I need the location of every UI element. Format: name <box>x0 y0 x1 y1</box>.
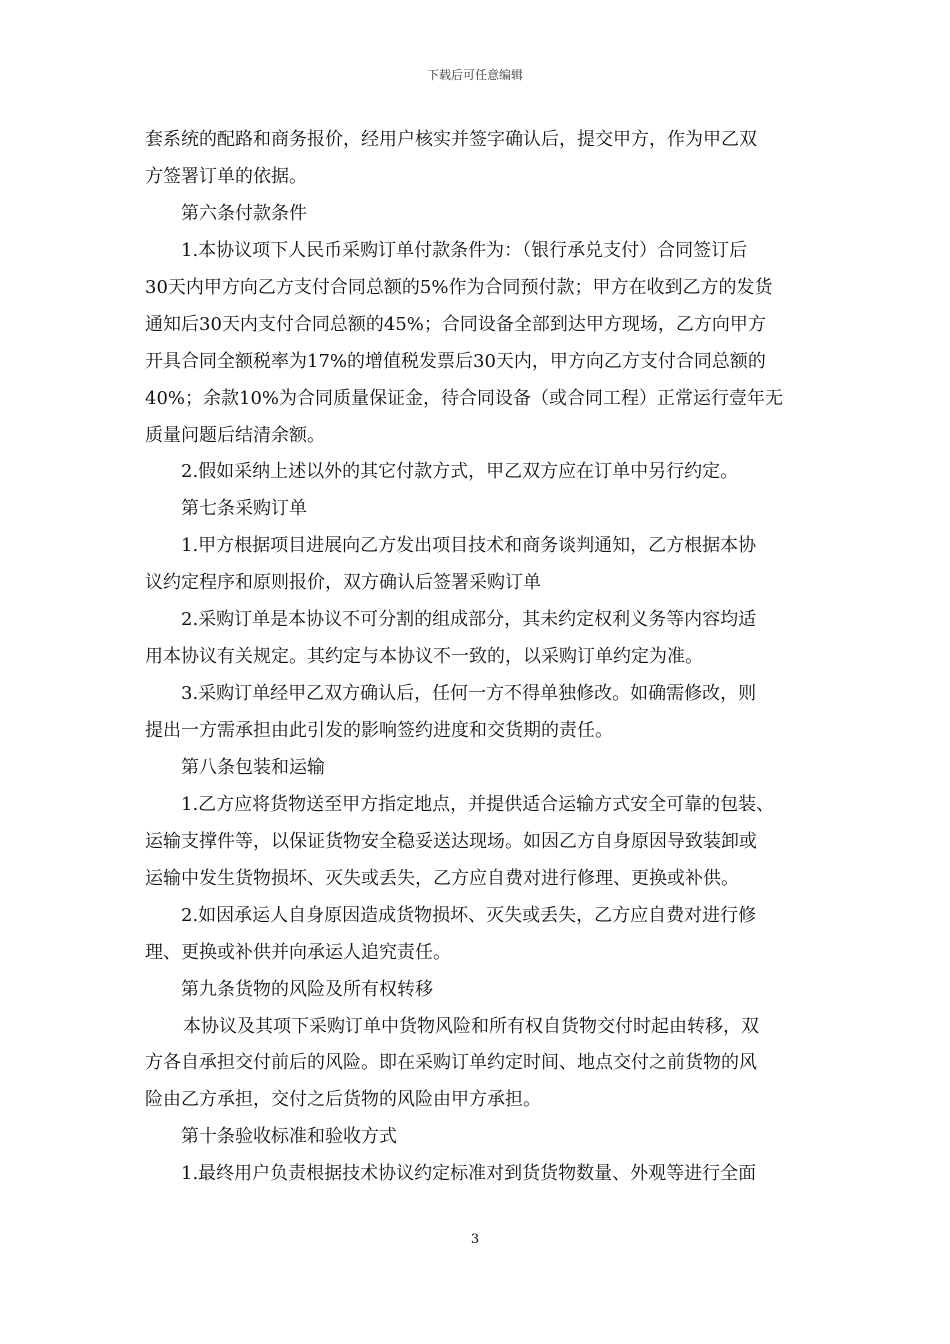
text-line: 方各自承担交付前后的风险。即在采购订单约定时间、地点交付之前货物的风 <box>145 1052 757 1074</box>
text-line: 议约定程序和原则报价，双方确认后签署采购订单 <box>145 572 541 594</box>
section-heading: 第十条验收标准和验收方式 <box>181 1126 397 1148</box>
text-line: 开具合同全额税率为17%的增值税发票后30天内，甲方向乙方支付合同总额的 <box>145 350 766 372</box>
text-line: 理、更换或补供并向承运人追究责任。 <box>145 941 451 963</box>
section-heading: 第八条包装和运输 <box>181 756 325 778</box>
document-body <box>145 122 810 1193</box>
text-line: 3.采购订单经甲乙双方确认后，任何一方不得单独修改。如确需修改，则 <box>181 683 757 705</box>
text-line: 险由乙方承担，交付之后货物的风险由甲方承担。 <box>145 1089 541 1111</box>
text-line: 2.采购订单是本协议不可分割的组成部分，其未约定权利义务等内容均适 <box>181 609 757 631</box>
text-line: 1.本协议项下人民币采购订单付款条件为：（银行承兑支付）合同签订后 <box>181 239 748 261</box>
text-line: 套系统的配路和商务报价，经用户核实并签字确认后，提交甲方，作为甲乙双 <box>145 129 757 150</box>
text-line: 40%；余款10%为合同质量保证金，待合同设备（或合同工程）正常运行壹年无 <box>145 387 784 409</box>
text-line: 用本协议有关规定。其约定与本协议不一致的，以采购订单约定为准。 <box>145 646 703 668</box>
text-line: 30天内甲方向乙方支付合同总额的5%作为合同预付款；甲方在收到乙方的发货 <box>145 276 773 298</box>
text-line: 运输中发生货物损坏、灭失或丢失，乙方应自费对进行修理、更换或补供。 <box>145 867 739 889</box>
text-line: 1.乙方应将货物送至甲方指定地点，并提供适合运输方式安全可靠的包装、 <box>181 793 775 815</box>
text-line: 方签署订单的依据。 <box>145 165 307 187</box>
section-heading: 第九条货物的风险及所有权转移 <box>181 978 433 1000</box>
text-line: 质量问题后结清余额。 <box>145 424 325 446</box>
text-line: 2.如因承运人自身原因造成货物损坏、灭失或丢失，乙方应自费对进行修 <box>181 904 757 926</box>
text-line: 1.最终用户负责根据技术协议约定标准对到货货物数量、外观等进行全面 <box>181 1163 757 1185</box>
text-line: 本协议及其项下采购订单中货物风险和所有权自货物交付时起由转移，双 <box>183 1015 759 1037</box>
text-line: 运输支撑件等，以保证货物安全稳妥送达现场。如因乙方自身原因导致装卸或 <box>145 830 757 852</box>
text-line: 2.假如采纳上述以外的其它付款方式，甲乙双方应在订单中另行约定。 <box>181 461 739 483</box>
section-heading: 第六条付款条件 <box>181 202 307 224</box>
page-number: 3 <box>470 1232 480 1247</box>
text-line: 1.甲方根据项目进展向乙方发出项目技术和商务谈判通知，乙方根据本协 <box>181 535 757 557</box>
text-line: 提出一方需承担由此引发的影响签约进度和交货期的责任。 <box>145 720 613 741</box>
text-line: 通知后30天内支付合同总额的45%；合同设备全部到达甲方现场，乙方向甲方 <box>145 313 766 335</box>
section-heading: 第七条采购订单 <box>181 498 307 520</box>
header-note: 下载后可任意编辑 <box>426 68 523 82</box>
